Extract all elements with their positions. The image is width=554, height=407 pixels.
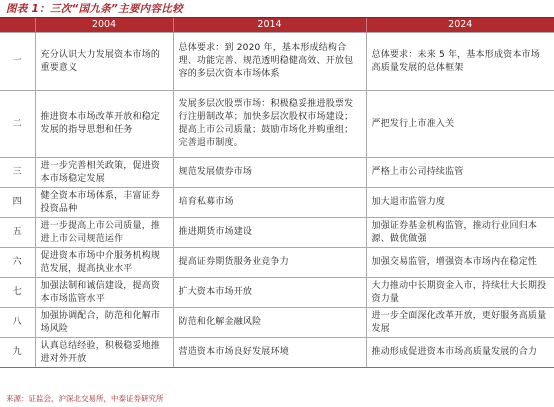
table-row xyxy=(0,188,554,218)
cell-2014: 培育私募市场 xyxy=(173,188,366,218)
row-number: 四 xyxy=(0,188,35,218)
header-2024: 2024 xyxy=(366,18,554,33)
table-row xyxy=(0,278,554,308)
cell-2024: 大力推动中长期资金入市，持续壮大长期投资力量 xyxy=(366,278,554,308)
cell-2014: 扩大资本市场开放 xyxy=(173,278,366,308)
cell-2004: 加强法制和诚信建设，提高资本市场监管水平 xyxy=(35,278,173,308)
cell-2004: 充分认识大力发展资本市场的重要意义 xyxy=(35,33,173,91)
row-number: 七 xyxy=(0,278,35,308)
cell-2004: 进一步提高上市公司质量，推进上市公司规范运作 xyxy=(35,218,173,248)
cell-2024: 加强交易监管，增强资本市场内在稳定性 xyxy=(366,248,554,278)
row-number: 三 xyxy=(0,158,35,188)
cell-2014: 防范和化解金融风险 xyxy=(173,308,366,338)
cell-2004: 认真总结经验，积极稳妥地推进对外开放 xyxy=(35,338,173,368)
cell-2014: 发展多层次股票市场：积极稳妥推进股票发行注册制改革；加快多层次股权市场建设；提高上市公司质量；鼓励市场化并购重组；完善退市制度。 xyxy=(173,91,366,158)
table-row xyxy=(0,158,554,188)
cell-2014: 提高证券期货服务业竞争力 xyxy=(173,248,366,278)
row-number: 九 xyxy=(0,338,35,368)
cell-2004: 进一步完善相关政策，促进资本市场稳定发展 xyxy=(35,158,173,188)
cell-2004: 推进资本市场改革开放和稳定发展的指导思想和任务 xyxy=(35,91,173,158)
cell-2024: 进一步全面深化改革开放，更好服务高质量发展 xyxy=(366,308,554,338)
table-header-row xyxy=(0,18,554,33)
row-number: 二 xyxy=(0,91,35,158)
header-2004: 2004 xyxy=(35,18,173,33)
figure-title: 图表 1：三次“国九条”主要内容比较 xyxy=(6,3,183,15)
table-row xyxy=(0,248,554,278)
cell-2014: 总体要求：到 2020 年，基本形成结构合理、功能完善、规范透明稳健高效、开放包容的多层次资本市场体系 xyxy=(173,33,366,91)
cell-2004: 加强协调配合，防范和化解市场风险 xyxy=(35,308,173,338)
comparison-table-container xyxy=(0,18,554,368)
cell-2014: 营造资本市场良好发展环境 xyxy=(173,338,366,368)
cell-2024: 加强证券基金机构监管，推动行业回归本源、做优做强 xyxy=(366,218,554,248)
cell-2004: 促进资本市场中介服务机构规范发展，提高执业水平 xyxy=(35,248,173,278)
cell-2024: 严把发行上市准入关 xyxy=(366,91,554,158)
table-row xyxy=(0,308,554,338)
header-number xyxy=(0,18,35,33)
cell-2024: 总体要求：未来 5 年，基本形成资本市场高质量发展的总体框架 xyxy=(366,33,554,91)
table-row xyxy=(0,91,554,158)
cell-2024: 严格上市公司持续监管 xyxy=(366,158,554,188)
row-number: 五 xyxy=(0,218,35,248)
cell-2024: 推动形成促进资本市场高质量发展的合力 xyxy=(366,338,554,368)
table-row xyxy=(0,33,554,91)
comparison-table xyxy=(0,18,554,368)
table-row xyxy=(0,338,554,368)
cell-2024: 加大退市监管力度 xyxy=(366,188,554,218)
row-number: 六 xyxy=(0,248,35,278)
table-row xyxy=(0,218,554,248)
cell-2014: 规范发展债券市场 xyxy=(173,158,366,188)
cell-2014: 推进期货市场建设 xyxy=(173,218,366,248)
row-number: 一 xyxy=(0,33,35,91)
row-number: 八 xyxy=(0,308,35,338)
header-2014: 2014 xyxy=(173,18,366,33)
source-note: 来源：证监会，沪深北交易所，中泰证券研究所 xyxy=(6,394,164,403)
cell-2004: 健全资本市场体系，丰富证券投资品种 xyxy=(35,188,173,218)
